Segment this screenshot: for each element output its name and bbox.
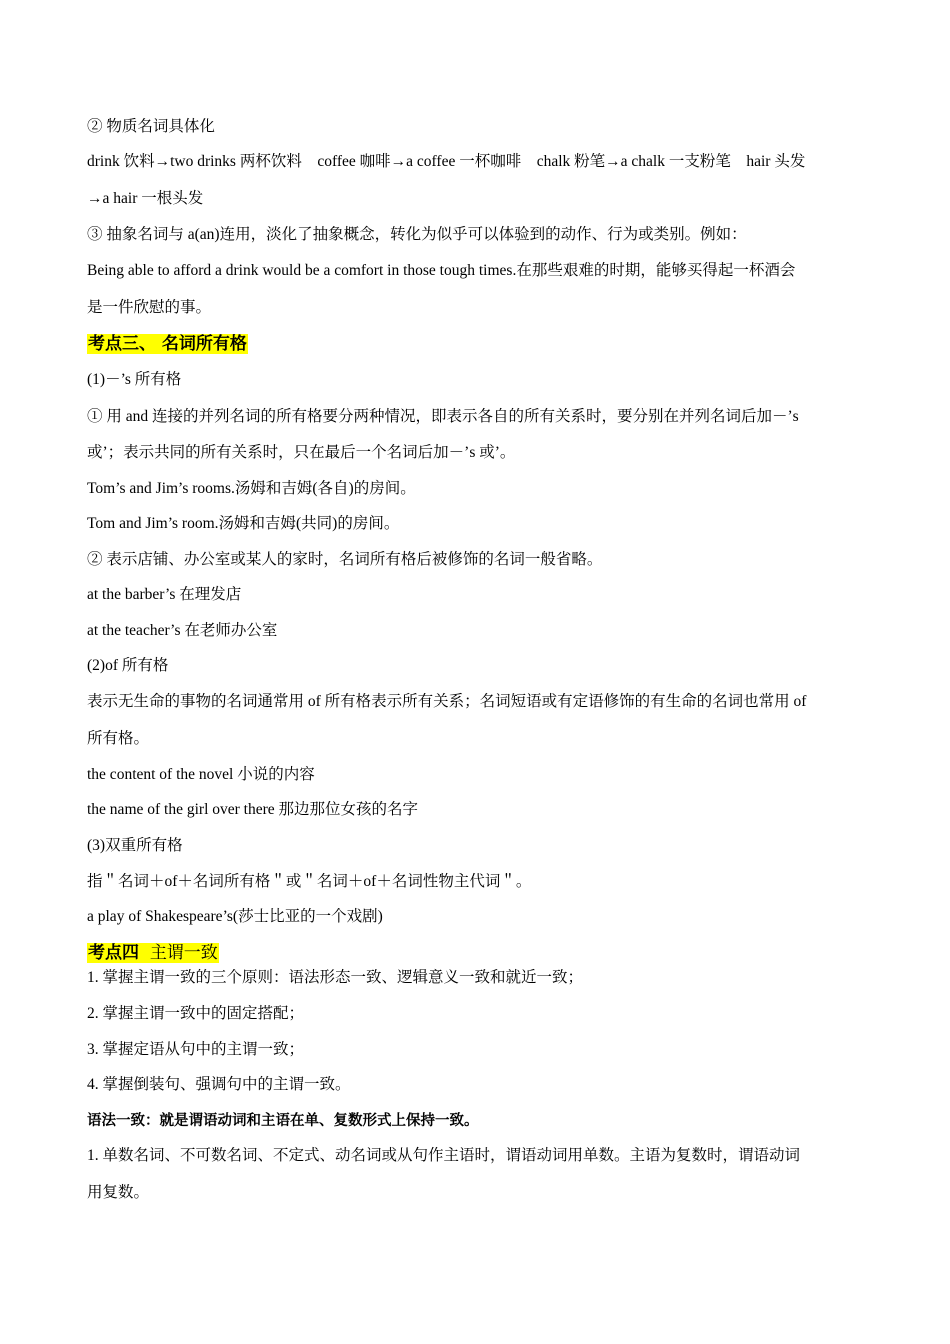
text-line: Being able to afford a drink would be a comfort in those tough times.在那些艰难的时期，能够买得起一杯酒会 (87, 262, 796, 279)
text-line: ① 用 and 连接的并列名词的所有格要分两种情况，即表示各自的所有关系时，要分别在并列名词后加－’s (87, 408, 799, 425)
text-line: 4. 掌握倒装句、强调句中的主谓一致。 (87, 1076, 351, 1093)
text-line: ② 表示店铺、办公室或某人的家时，名词所有格后被修饰的名词一般省略。 (87, 551, 603, 568)
section-heading-4 (87, 943, 867, 964)
heading-title: 主谓一致 (149, 943, 218, 963)
heading-highlight: 考点三、 名词所有格 (88, 334, 247, 354)
bold-rule-line: 语法一致：就是谓语动词和主语在单、复数形式上保持一致。 (87, 1113, 479, 1129)
text-line: 表示无生命的事物的名词通常用 of 所有格表示所有关系；名词短语或有定语修饰的有生命的名词也常用 of (87, 693, 807, 710)
text-line: 或’；表示共同的所有关系时，只在最后一个名词后加－’s 或’。 (87, 444, 516, 461)
text-line: (2)of 所有格 (87, 657, 169, 674)
heading-label: 考点四 (88, 943, 139, 963)
text-line: 指＂名词＋of＋名词所有格＂或＂名词＋of＋名词性物主代词＂。 (87, 873, 532, 890)
text-line: ③ 抽象名词与 a(an)连用，淡化了抽象概念，转化为似乎可以体验到的动作、行为或类别。例如： (87, 226, 747, 243)
text-line: a play of Shakespeare’s(莎士比亚的一个戏剧) (87, 908, 383, 925)
text-line: Tom’s and Jim’s rooms.汤姆和吉姆(各自)的房间。 (87, 480, 416, 497)
text-line: 1. 掌握主谓一致的三个原则：语法形态一致、逻辑意义一致和就近一致； (87, 969, 584, 986)
text-line: ② 物质名词具体化 (87, 118, 215, 135)
text-line: 用复数。 (87, 1184, 150, 1201)
text-line: 所有格。 (87, 730, 150, 747)
text-line: (1)－’s 所有格 (87, 371, 182, 388)
text-line: 2. 掌握主谓一致中的固定搭配； (87, 1005, 305, 1022)
text-line: Tom and Jim’s room.汤姆和吉姆(共同)的房间。 (87, 515, 400, 532)
text-line: 3. 掌握定语从句中的主谓一致； (87, 1041, 305, 1058)
text-line: 1. 单数名词、不可数名词、不定式、动名词或从句作主语时，谓语动词用单数。主语为复数时，谓语动词 (87, 1147, 801, 1164)
text-line: →a hair 一根头发 (87, 190, 204, 207)
text-line: (3)双重所有格 (87, 837, 183, 854)
text-line: at the teacher’s 在老师办公室 (87, 622, 278, 639)
text-line: drink 饮料→two drinks 两杯饮料 coffee 咖啡→a coffee 一杯咖啡 chalk 粉笔→a chalk 一支粉笔 hair 头发 (87, 153, 806, 170)
text-line: 是一件欣慰的事。 (87, 299, 212, 316)
text-line: the name of the girl over there 那边那位女孩的名字 (87, 801, 419, 818)
heading-highlight (87, 943, 219, 963)
text-line: at the barber’s 在理发店 (87, 586, 242, 603)
text-line: the content of the novel 小说的内容 (87, 766, 315, 783)
section-heading-3 (87, 334, 867, 355)
